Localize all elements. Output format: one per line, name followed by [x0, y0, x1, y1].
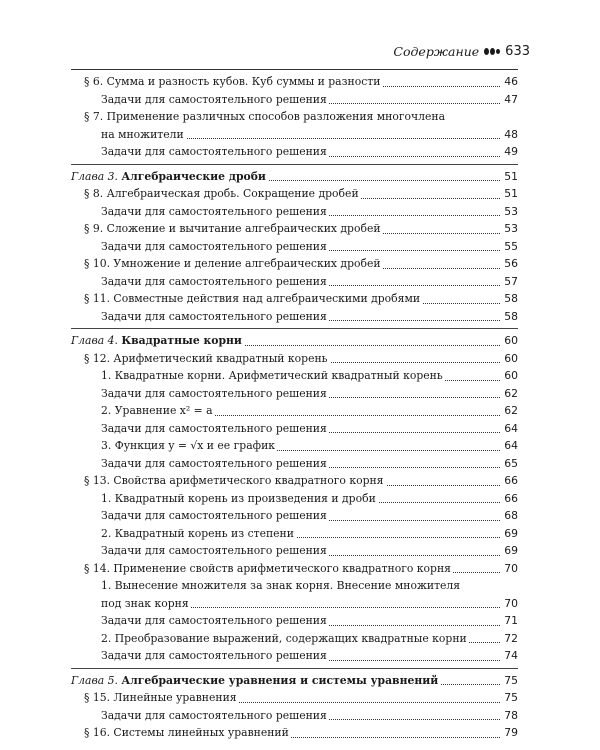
- toc-entry-title: 2. Уравнение x² = a: [101, 402, 215, 420]
- toc-entry-title: Задачи для самостоятельного решения: [101, 143, 329, 161]
- toc-entry-page: 74: [502, 647, 518, 665]
- toc-entry: [71, 542, 518, 560]
- toc-entry-title: 1. Квадратные корни. Арифметический квадратный корень: [101, 367, 445, 385]
- toc-entry: [71, 367, 518, 385]
- toc-entry: [71, 238, 518, 256]
- toc-chapter-title: [71, 168, 268, 186]
- chapter-label: Глава 5.: [71, 673, 118, 687]
- toc-entry-page: 53: [502, 220, 518, 238]
- toc-entry-page: 75: [502, 689, 518, 707]
- toc-chapter-title: [71, 332, 244, 350]
- toc-entry-page: 64: [502, 437, 518, 455]
- toc-entry-title: § 15. Линейные уравнения: [84, 689, 239, 707]
- toc-entry-title: § 9. Сложение и вычитание алгебраических дробей: [84, 220, 383, 238]
- toc-entry-title: Задачи для самостоятельного решения: [101, 385, 329, 403]
- toc-entry-page: 72: [502, 630, 518, 648]
- toc-entry: [71, 402, 518, 420]
- toc-entry-title: Задачи для самостоятельного решения: [101, 542, 329, 560]
- toc-entry-title: Задачи для самостоятельного решения: [101, 420, 329, 438]
- toc-entry-page: 79: [502, 724, 518, 742]
- running-header: [393, 44, 530, 59]
- toc-entry-title: на множители: [101, 126, 186, 144]
- toc-entry: [71, 143, 518, 161]
- toc-chapter-page: 75: [502, 672, 518, 690]
- toc-entry-page: 49: [502, 143, 518, 161]
- toc-entry-title: § 16. Системы линейных уравнений: [84, 724, 291, 742]
- table-of-contents: [71, 70, 518, 745]
- toc-entry: [71, 126, 518, 144]
- toc-entry-title: Задачи для самостоятельного решения: [101, 203, 329, 221]
- toc-chapter: [71, 168, 518, 186]
- toc-entry: [71, 185, 518, 203]
- toc-entry-title: § 7. Применение различных способов разложения многочлена: [84, 108, 447, 126]
- toc-entry-page: 70: [502, 560, 518, 578]
- toc-entry-page: 65: [502, 455, 518, 473]
- toc-entry: [71, 203, 518, 221]
- toc-chapter-title: [71, 672, 440, 690]
- toc-entry-page: 48: [502, 126, 518, 144]
- toc-entry-title: 2. Преобразование выражений, содержащих квадратные корни: [101, 630, 469, 648]
- toc-entry-page: 62: [502, 385, 518, 403]
- toc-entry: [71, 507, 518, 525]
- toc-entry-title: § 12. Арифметический квадратный корень: [84, 350, 330, 368]
- toc-chapter: [71, 672, 518, 690]
- toc-entry-title: § 13. Свойства арифметического квадратного корня: [84, 472, 386, 490]
- toc-entry-title: 3. Функция y = √x и ее график: [101, 437, 277, 455]
- running-header-title: Содержание: [393, 44, 480, 59]
- toc-entry-page: 55: [502, 238, 518, 256]
- toc-entry: [71, 108, 518, 126]
- toc-entry: [71, 455, 518, 473]
- toc-entry: [71, 612, 518, 630]
- toc-entry: [71, 73, 518, 91]
- toc-entry: [71, 595, 518, 613]
- chapter-name: Квадратные корни: [121, 334, 242, 347]
- chapter-label: Глава 3.: [71, 169, 118, 183]
- toc-entry-title: Задачи для самостоятельного решения: [101, 91, 329, 109]
- toc-entry-page: 58: [502, 290, 518, 308]
- toc-entry-title: Задачи для самостоятельного решения: [101, 238, 329, 256]
- toc-entry-page: 56: [502, 255, 518, 273]
- toc-entry-title: Задачи для самостоятельного решения: [101, 647, 329, 665]
- toc-entry: [71, 490, 518, 508]
- toc-entry-title: § 10. Умножение и деление алгебраических дробей: [84, 255, 383, 273]
- toc-entry-page: 60: [502, 367, 518, 385]
- page-number: 633: [505, 44, 530, 59]
- toc-entry: [71, 255, 518, 273]
- chapter-label: Глава 4.: [71, 334, 118, 347]
- toc-entry-page: 60: [502, 350, 518, 368]
- toc-entry: [71, 220, 518, 238]
- toc-entry-page: 66: [502, 490, 518, 508]
- toc-entry-page: 58: [502, 308, 518, 326]
- toc-entry: [71, 689, 518, 707]
- toc-entry: [71, 308, 518, 326]
- toc-chapter-5-group: [71, 669, 518, 745]
- toc-entry-title: Задачи для самостоятельного решения: [101, 308, 329, 326]
- toc-entry: [71, 472, 518, 490]
- toc-entry-page: 68: [502, 507, 518, 525]
- header-dots-icon: [484, 48, 500, 55]
- toc-entry: [71, 647, 518, 665]
- toc-entry: [71, 437, 518, 455]
- toc-entry-page: 71: [502, 612, 518, 630]
- toc-entry-page: 66: [502, 472, 518, 490]
- toc-entry-page: 57: [502, 273, 518, 291]
- toc-entry-title: Задачи для самостоятельного решения: [101, 707, 329, 725]
- toc-chapter-page: 60: [502, 332, 518, 350]
- toc-entry: [71, 560, 518, 578]
- toc-entry-title: Задачи для самостоятельного решения: [101, 273, 329, 291]
- toc-entry: [71, 91, 518, 109]
- toc-entry-page: 53: [502, 203, 518, 221]
- toc-entry: [71, 420, 518, 438]
- toc-entry-page: 64: [502, 420, 518, 438]
- toc-entry: [71, 577, 518, 595]
- toc-entry-title: § 8. Алгебраическая дробь. Сокращение дробей: [84, 185, 361, 203]
- toc-chapter-4-group: [71, 329, 518, 669]
- toc-entry-title: 2. Квадратный корень из степени: [101, 525, 296, 543]
- toc-entry: [71, 724, 518, 742]
- toc-entry-page: 69: [502, 525, 518, 543]
- toc-entry: [71, 290, 518, 308]
- toc-chapter: [71, 332, 518, 350]
- toc-chapter-3-group: [71, 165, 518, 330]
- toc-entry-page: 70: [502, 595, 518, 613]
- chapter-name: Алгебраические дроби: [121, 169, 266, 183]
- toc-entry-title: § 6. Сумма и разность кубов. Куб суммы и разности: [84, 73, 382, 91]
- toc-group-1: [71, 70, 518, 165]
- chapter-name: Алгебраические уравнения и системы уравнений: [121, 673, 439, 687]
- toc-entry: [71, 707, 518, 725]
- toc-entry-page: 51: [502, 185, 518, 203]
- toc-entry-title: Задачи для самостоятельного решения: [101, 455, 329, 473]
- toc-entry-page: 78: [502, 707, 518, 725]
- toc-entry-title: Задачи для самостоятельного решения: [101, 612, 329, 630]
- toc-entry: [71, 350, 518, 368]
- toc-entry-page: 47: [502, 91, 518, 109]
- toc-entry-title: 1. Квадратный корень из произведения и дроби: [101, 490, 378, 508]
- toc-entry-page: 46: [502, 73, 518, 91]
- toc-entry: [71, 273, 518, 291]
- toc-entry-title: § 14. Применение свойств арифметического квадратного корня: [84, 560, 453, 578]
- toc-entry-title: под знак корня: [101, 595, 191, 613]
- toc-entry-title: Задачи для самостоятельного решения: [101, 507, 329, 525]
- toc-entry: [71, 385, 518, 403]
- toc-entry-title: 1. Вынесение множителя за знак корня. Внесение множителя: [101, 577, 462, 595]
- toc-entry: [71, 525, 518, 543]
- toc-chapter-page: 51: [502, 168, 518, 186]
- toc-entry-page: 69: [502, 542, 518, 560]
- toc-entry-page: 62: [502, 402, 518, 420]
- toc-entry-title: § 11. Совместные действия над алгебраическими дробями: [84, 290, 422, 308]
- toc-entry: [71, 630, 518, 648]
